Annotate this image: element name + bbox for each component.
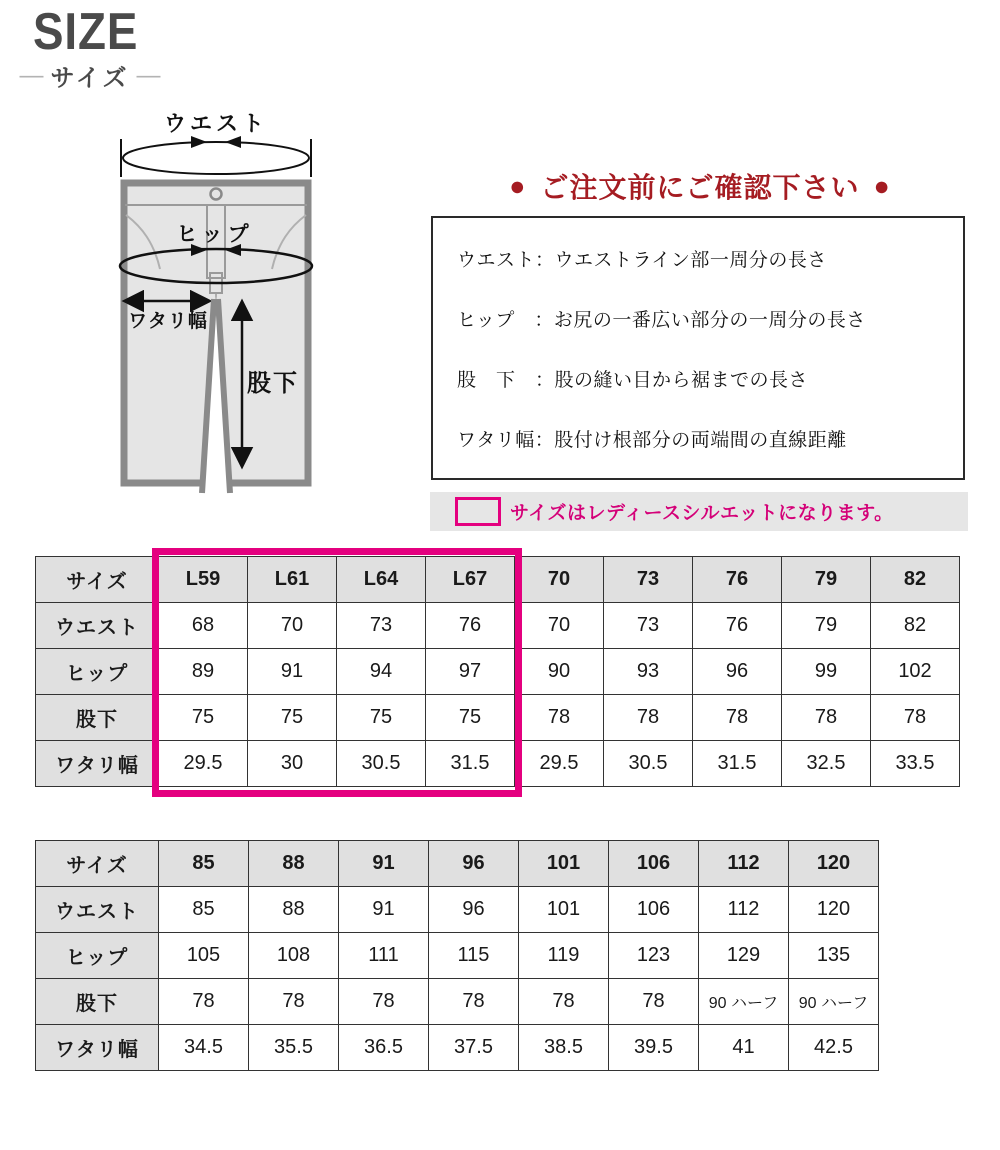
column-header-cell: 70 (515, 557, 604, 603)
value-cell: 115 (429, 933, 519, 979)
button-icon (211, 189, 222, 200)
size-table-upper (35, 556, 960, 787)
value-cell: 70 (248, 603, 337, 649)
value-cell: 106 (609, 887, 699, 933)
inseam-label: 股下 (247, 370, 299, 397)
value-cell: 29.5 (159, 741, 248, 787)
bullet-icon-right: ● (873, 170, 891, 201)
value-cell: 91 (248, 649, 337, 695)
value-cell: 119 (519, 933, 609, 979)
value-cell: 97 (426, 649, 515, 695)
value-cell: 90 (515, 649, 604, 695)
value-cell: 78 (604, 695, 693, 741)
value-cell: 90 ハーフ (699, 979, 789, 1025)
value-cell: 112 (699, 887, 789, 933)
subtitle-text: サイズ (50, 65, 130, 92)
table-header-row (36, 841, 879, 887)
value-cell: 78 (339, 979, 429, 1025)
value-cell: 75 (248, 695, 337, 741)
value-cell: 120 (789, 887, 879, 933)
value-cell: 91 (339, 887, 429, 933)
table-header-row (36, 557, 960, 603)
value-cell: 101 (519, 887, 609, 933)
value-cell: 31.5 (426, 741, 515, 787)
column-header-cell: 88 (249, 841, 339, 887)
column-header-cell: 106 (609, 841, 699, 887)
table-row (36, 933, 879, 979)
size-table-upper-wrap (35, 556, 960, 787)
row-label-cell: 股下 (36, 695, 159, 741)
subtitle-dash-right: — (136, 61, 161, 89)
column-header-cell: L61 (248, 557, 337, 603)
value-cell: 135 (789, 933, 879, 979)
notice-heading-text: ご注文前にご確認下さい (540, 172, 860, 203)
watari-label: ワタリ幅 (128, 311, 208, 332)
page-subtitle (10, 58, 170, 93)
value-cell: 30.5 (604, 741, 693, 787)
size-table-lower-wrap (35, 840, 879, 1071)
value-cell: 78 (249, 979, 339, 1025)
value-cell: 99 (782, 649, 871, 695)
value-cell: 75 (159, 695, 248, 741)
row-label-cell: ウエスト (36, 603, 159, 649)
value-cell: 37.5 (429, 1025, 519, 1071)
table-corner-cell: サイズ (36, 841, 159, 887)
row-label-cell: ワタリ幅 (36, 741, 159, 787)
value-cell: 78 (871, 695, 960, 741)
value-cell: 29.5 (515, 741, 604, 787)
page-title: SIZE (33, 3, 139, 61)
value-cell: 108 (249, 933, 339, 979)
waist-arrow-left-icon (191, 136, 207, 148)
table-row (36, 887, 879, 933)
value-cell: 35.5 (249, 1025, 339, 1071)
column-header-cell: 85 (159, 841, 249, 887)
column-header-cell: 76 (693, 557, 782, 603)
value-cell: 34.5 (159, 1025, 249, 1071)
waist-arrow-right-icon (225, 136, 241, 148)
table-row (36, 695, 960, 741)
value-cell: 33.5 (871, 741, 960, 787)
value-cell: 78 (159, 979, 249, 1025)
column-header-cell: 79 (782, 557, 871, 603)
measurement-definitions-box (431, 216, 965, 480)
value-cell: 38.5 (519, 1025, 609, 1071)
definition-hip: ヒップ ：お尻の一番広い部分の一周分の長さ (457, 309, 866, 331)
value-cell: 41 (699, 1025, 789, 1071)
notice-heading (430, 166, 970, 206)
value-cell: 73 (337, 603, 426, 649)
value-cell: 78 (519, 979, 609, 1025)
value-cell: 70 (515, 603, 604, 649)
waist-label: ウエスト (163, 111, 269, 136)
value-cell: 102 (871, 649, 960, 695)
value-cell: 78 (515, 695, 604, 741)
hip-label: ヒップ (176, 223, 254, 246)
value-cell: 73 (604, 603, 693, 649)
pants-measurement-diagram (110, 103, 322, 497)
value-cell: 78 (693, 695, 782, 741)
ladies-size-note (430, 492, 968, 531)
bullet-icon-left: ● (509, 170, 527, 201)
column-header-cell: L67 (426, 557, 515, 603)
value-cell: 78 (782, 695, 871, 741)
row-label-cell: ヒップ (36, 649, 159, 695)
column-header-cell: 73 (604, 557, 693, 603)
row-label-cell: ヒップ (36, 933, 159, 979)
value-cell: 68 (159, 603, 248, 649)
value-cell: 82 (871, 603, 960, 649)
row-label-cell: ウエスト (36, 887, 159, 933)
value-cell: 42.5 (789, 1025, 879, 1071)
value-cell: 76 (693, 603, 782, 649)
table-row (36, 741, 960, 787)
value-cell: 123 (609, 933, 699, 979)
table-row (36, 603, 960, 649)
column-header-cell: 112 (699, 841, 789, 887)
column-header-cell: 120 (789, 841, 879, 887)
value-cell: 85 (159, 887, 249, 933)
value-cell: 129 (699, 933, 789, 979)
value-cell: 96 (429, 887, 519, 933)
column-header-cell: L59 (159, 557, 248, 603)
row-label-cell: 股下 (36, 979, 159, 1025)
value-cell: 111 (339, 933, 429, 979)
value-cell: 78 (609, 979, 699, 1025)
table-row (36, 979, 879, 1025)
size-table-lower (35, 840, 879, 1071)
value-cell: 88 (249, 887, 339, 933)
value-cell: 75 (426, 695, 515, 741)
column-header-cell: 91 (339, 841, 429, 887)
waist-ellipse (123, 142, 309, 174)
table-row (36, 1025, 879, 1071)
table-corner-cell: サイズ (36, 557, 159, 603)
value-cell: 105 (159, 933, 249, 979)
value-cell: 79 (782, 603, 871, 649)
column-header-cell: 82 (871, 557, 960, 603)
definition-inseam: 股 下 ：股の縫い目から裾までの長さ (457, 369, 809, 391)
value-cell: 30 (248, 741, 337, 787)
value-cell: 31.5 (693, 741, 782, 787)
row-label-cell: ワタリ幅 (36, 1025, 159, 1071)
column-header-cell: L64 (337, 557, 426, 603)
definition-watari: ワタリ幅：股付け根部分の両端間の直線距離 (457, 429, 847, 451)
ladies-note-text: サイズはレディースシルエットになります。 (510, 503, 894, 524)
value-cell: 36.5 (339, 1025, 429, 1071)
value-cell: 75 (337, 695, 426, 741)
value-cell: 90 ハーフ (789, 979, 879, 1025)
value-cell: 76 (426, 603, 515, 649)
table-row (36, 649, 960, 695)
pink-frame-legend-icon (455, 497, 501, 526)
column-header-cell: 96 (429, 841, 519, 887)
value-cell: 94 (337, 649, 426, 695)
value-cell: 32.5 (782, 741, 871, 787)
subtitle-dash-left: — (19, 61, 44, 89)
value-cell: 78 (429, 979, 519, 1025)
value-cell: 93 (604, 649, 693, 695)
value-cell: 39.5 (609, 1025, 699, 1071)
value-cell: 96 (693, 649, 782, 695)
value-cell: 30.5 (337, 741, 426, 787)
column-header-cell: 101 (519, 841, 609, 887)
definition-waist: ウエスト：ウエストライン部一周分の長さ (457, 249, 827, 271)
value-cell: 89 (159, 649, 248, 695)
